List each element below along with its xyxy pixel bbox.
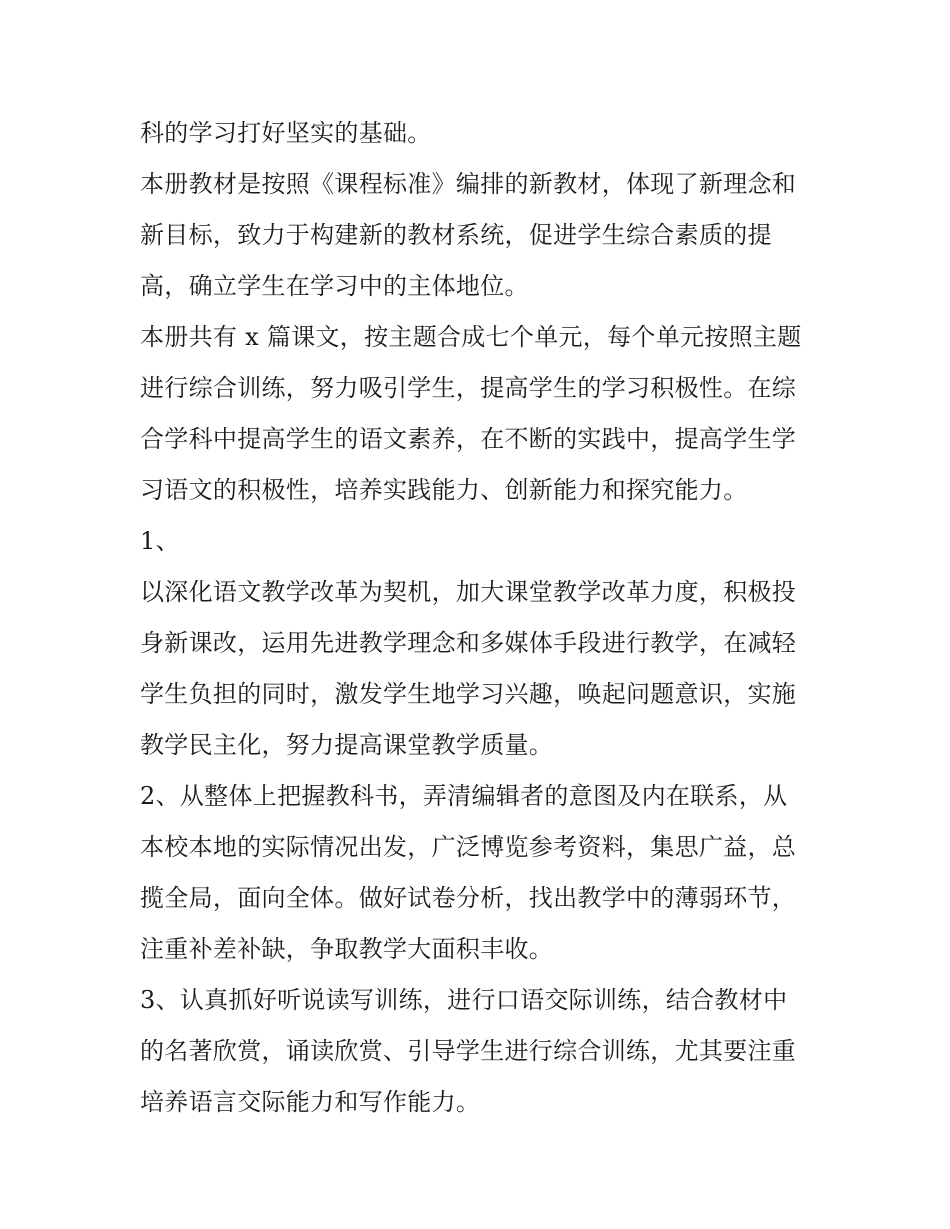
text-line: 2、从整体上把握教科书，弄清编辑者的意图及内在联系，从	[140, 782, 788, 810]
text-line: 本校本地的实际情况出发，广泛博览参考资料，集思广益，总	[140, 833, 797, 861]
text-line: 培养语言交际能力和写作能力。	[140, 1088, 481, 1116]
text-line: 高，确立学生在学习中的主体地位。	[140, 272, 529, 300]
text-line: 教学民主化，努力提高课堂教学质量。	[140, 731, 554, 759]
text-line: 本册教材是按照《课程标准》编排的新教材，体现了新理念和	[140, 170, 797, 198]
text-line: 以深化语文教学改革为契机，加大课堂教学改革力度，积极投	[140, 578, 797, 606]
text-line: 3、认真抓好听说读写训练，进行口语交际训练，结合教材中	[140, 986, 788, 1014]
text-line: 本册共有 x 篇课文，按主题合成七个单元，每个单元按照主题	[140, 323, 802, 351]
text-line: 学生负担的同时，激发学生地学习兴趣，唤起问题意识，实施	[140, 680, 797, 708]
text-line: 身新课改，运用先进教学理念和多媒体手段进行教学，在减轻	[140, 629, 797, 657]
text-line: 科的学习打好坚实的基础。	[140, 119, 432, 147]
text-line: 的名著欣赏，诵读欣赏、引导学生进行综合训练，尤其要注重	[140, 1037, 797, 1065]
list-number: 1、	[140, 527, 180, 555]
text-line: 揽全局，面向全体。做好试卷分析，找出教学中的薄弱环节，	[140, 884, 797, 912]
text-line: 新目标，致力于构建新的教材系统，促进学生综合素质的提	[140, 221, 772, 249]
document-body	[140, 108, 815, 1128]
text-line: 进行综合训练，努力吸引学生，提高学生的学习积极性。在综	[140, 374, 797, 402]
text-line: 合学科中提高学生的语文素养，在不断的实践中，提高学生学	[140, 425, 797, 453]
text-line: 习语文的积极性，培养实践能力、创新能力和探究能力。	[140, 476, 748, 504]
text-line: 注重补差补缺，争取教学大面积丰收。	[140, 935, 554, 963]
